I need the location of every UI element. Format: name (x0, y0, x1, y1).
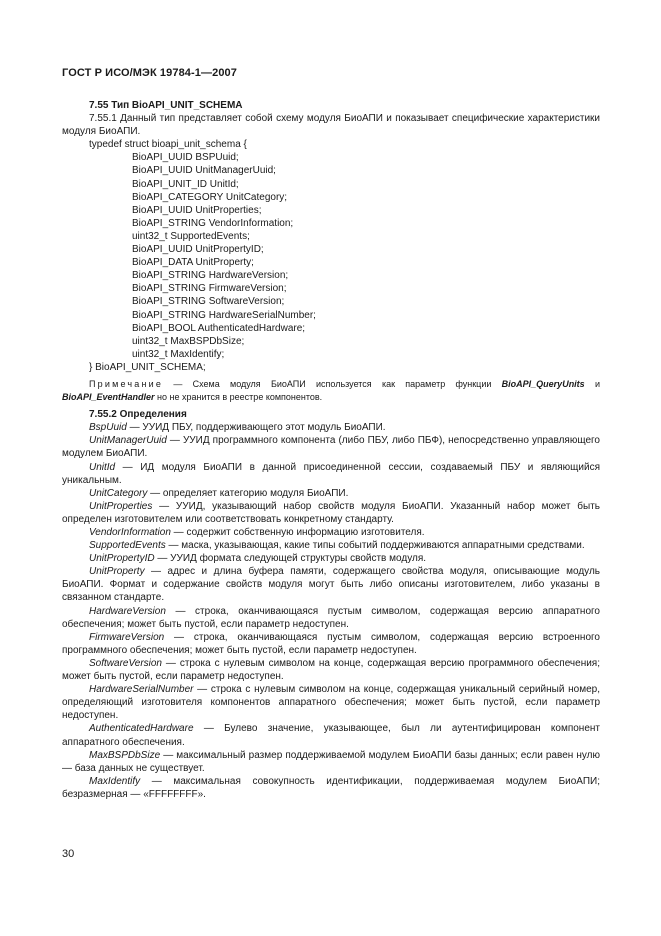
code-close: } BioAPI_UNIT_SCHEMA; (89, 361, 206, 373)
definition-term: SoftwareVersion (89, 657, 162, 669)
definition-item (62, 526, 600, 539)
definition-item (62, 461, 600, 487)
definition-term: UnitProperties (89, 500, 153, 512)
note-function: BioAPI_EventHandler (62, 391, 155, 402)
definition-term: AuthenticatedHardware (89, 723, 194, 735)
definition-term: BspUuid (89, 422, 127, 434)
definition-term: UnitPropertyID (89, 553, 155, 565)
code-field: BioAPI_STRING HardwareSerialNumber; (132, 309, 316, 321)
definition-term: UnitCategory (89, 487, 148, 499)
definition-term: HardwareSerialNumber (89, 684, 194, 696)
section-title: 7.55 Тип BioAPI_UNIT_SCHEMA (89, 100, 243, 111)
definition-term: MaxBSPDbSize (89, 749, 161, 761)
note-function: BioAPI_QueryUnits (501, 378, 585, 389)
definitions-title: 7.55.2 Определения (89, 409, 187, 421)
definition-text: — строка, оканчивающаяся пустым символом, содержащая версию аппаратного обеспечения; может быть пустой, если параметр недоступен. (62, 605, 600, 630)
definition-item (62, 657, 600, 683)
definition-item (62, 421, 600, 434)
definition-term: UnitId (89, 461, 116, 473)
definition-term: UnitProperty (89, 566, 145, 578)
page-content (62, 99, 600, 801)
code-field: BioAPI_STRING FirmwareVersion; (132, 283, 287, 295)
definition-text: — Булево значение, указывающее, был ли аутентифицирован компонент аппаратного обеспечения. (62, 723, 600, 748)
intro-paragraph: 7.55.1 Данный тип представляет собой схему модуля БиоАПИ и показывает специфические характеристики модуля БиоАПИ. (62, 113, 600, 138)
definition-item (62, 552, 600, 565)
definition-text: — УУИД формата следующей структуры свойств модуля. (154, 553, 427, 565)
definition-term: MaxIdentify (89, 775, 141, 787)
definition-item (62, 775, 600, 801)
definition-text: — максимальная совокупность идентификации, поддерживаемая модулем БиоАПИ; безразмерная — «FFFFFFFF». (62, 775, 600, 800)
code-field: BioAPI_CATEGORY UnitCategory; (132, 191, 288, 203)
code-field: BioAPI_UUID BSPUuid; (132, 152, 239, 164)
definition-text: — определяет категорию модуля БиоАПИ. (147, 487, 349, 499)
definition-term: FirmwareVersion (89, 631, 165, 643)
document-header: ГОСТ Р ИСО/МЭК 19784-1—2007 (62, 67, 237, 79)
definition-text: — содержит собственную информацию изготовителя. (170, 527, 425, 538)
code-field: BioAPI_STRING VendorInformation; (132, 217, 294, 229)
definition-item (62, 539, 600, 552)
definition-text: — ИД модуля БиоАПИ в данной присоединенной сессии, создаваемый ПБУ и являющийся уникальным. (62, 461, 600, 486)
definition-text: — УУИД, указывающий набор свойств модуля БиоАПИ. Указанный набор может быть определен изготовителем или соответствовать конкретному стандарту. (62, 500, 600, 525)
definition-text: — УУИД программного компонента (либо ПБУ, либо ПБФ), непосредственно управляющего модулем БиоАПИ. (62, 435, 600, 460)
definition-item (62, 565, 600, 604)
code-field: BioAPI_UUID UnitProperties; (132, 204, 262, 216)
code-field: uint32_t SupportedEvents; (132, 230, 250, 242)
page-number: 30 (62, 848, 75, 860)
code-field: BioAPI_UUID UnitPropertyID; (132, 244, 264, 256)
code-field: uint32_t MaxIdentify; (132, 348, 225, 360)
note-text: — Схема модуля БиоАПИ используется как параметр функции (163, 378, 502, 389)
note-paragraph (62, 378, 600, 403)
definition-item (62, 749, 600, 775)
definition-item (62, 722, 600, 748)
definition-text: — адрес и длина буфера памяти, содержащего свойства модуля, описывающие модуль БиоАПИ. Формат и содержание свойств модуля могут быть либо описаны изготовителем, либо указаны в связанном стандарте. (62, 566, 600, 604)
definition-text: — строка с нулевым символом на конце, содержащая версию программного обеспечения; может быть пустой, если параметр недоступен. (62, 657, 600, 683)
definition-item (62, 605, 600, 631)
code-open: typedef struct bioapi_unit_schema { (89, 139, 247, 151)
code-field: BioAPI_UUID UnitManagerUuid; (132, 165, 276, 177)
definition-item (62, 631, 600, 657)
code-field: BioAPI_UNIT_ID UnitId; (132, 178, 239, 190)
definition-text: — максимальный размер поддерживаемой модулем БиоАПИ базы данных; если равен нулю — база данных не существует. (62, 749, 600, 774)
definition-term: UnitManagerUuid (89, 435, 167, 447)
note-text: и (584, 378, 601, 389)
code-field: uint32_t MaxBSPDbSize; (132, 335, 245, 347)
definition-text: — строка, оканчивающаяся пустым символом, содержащая версию встроенного программного обеспечения; может быть пустой, если параметр недоступен. (62, 631, 600, 656)
note-text: но не хранится в реестре компонентов. (154, 391, 323, 402)
code-field: BioAPI_STRING HardwareVersion; (132, 270, 289, 282)
definition-item (62, 500, 600, 526)
definition-text: — маска, указывающая, какие типы событий поддерживаются аппаратными средствами. (165, 540, 585, 552)
definition-text: — строка с нулевым символом на конце, содержащая уникальный серийный номер, определяющий изготовителя компонентов аппаратного обеспечения; может быть пустой, если параметр недоступен. (62, 684, 600, 722)
definition-text: — УУИД ПБУ, поддерживающего этот модуль БиоАПИ. (126, 422, 386, 434)
code-block (62, 138, 600, 374)
definition-term: SupportedEvents (89, 540, 166, 552)
definition-term: HardwareVersion (89, 605, 166, 617)
definition-term: VendorInformation (89, 527, 171, 538)
definition-item (62, 487, 600, 500)
code-field: BioAPI_STRING SoftwareVersion; (132, 296, 285, 308)
definition-item (62, 434, 600, 460)
code-field: BioAPI_BOOL AuthenticatedHardware; (132, 322, 306, 334)
note-label: Примечание (89, 378, 164, 389)
code-field: BioAPI_DATA UnitProperty; (132, 257, 254, 269)
definition-item (62, 683, 600, 722)
